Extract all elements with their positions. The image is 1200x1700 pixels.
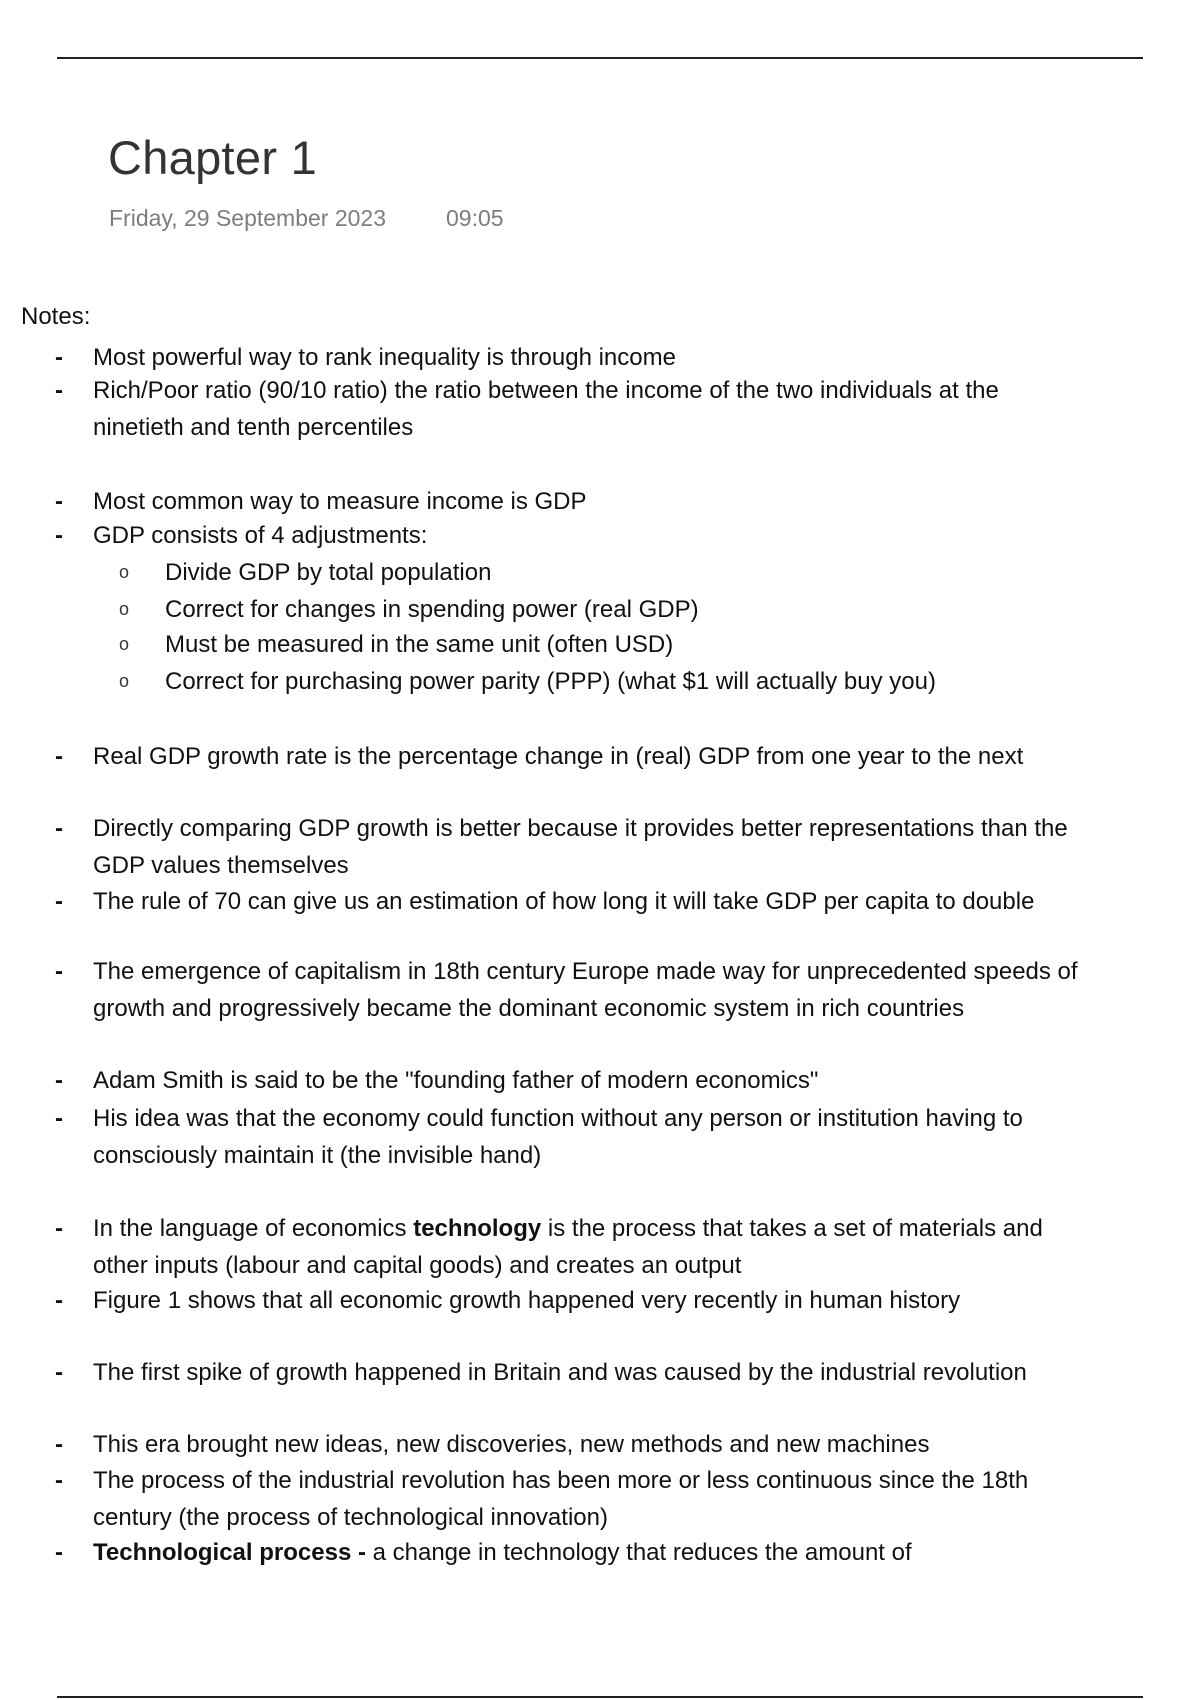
technology-post: is the process that takes a set of materials and other inputs (labour and capital goods) and creates an output — [93, 1215, 1043, 1279]
sub-list-item: o Correct for changes in spending power (real GDP) — [165, 592, 1065, 629]
list-item-technological-process — [93, 1535, 1093, 1572]
list-item: - His idea was that the economy could function without any person or institution having to consciously maintain it (the invisible hand) — [93, 1101, 1093, 1174]
list-item: - The first spike of growth happened in Britain and was caused by the industrial revolution — [93, 1355, 1093, 1392]
list-item: - The process of the industrial revolution has been more or less continuous since the 18th century (the process of technological innovation) — [93, 1463, 1093, 1536]
list-item: - Most common way to measure income is GDP — [93, 484, 1093, 521]
top-divider — [57, 57, 1143, 59]
notes-label: Notes: — [21, 303, 91, 330]
sub-list-item: o Must be measured in the same unit (often USD) — [165, 627, 1065, 664]
page-title: Chapter 1 — [108, 131, 318, 184]
list-item: - The emergence of capitalism in 18th century Europe made way for unprecedented speeds of growth and progressively became the dominant economic system in rich countries — [93, 954, 1093, 1027]
sub-list-item: o Divide GDP by total population — [165, 555, 1065, 592]
technological-process-term: Technological process - — [93, 1539, 366, 1566]
list-item: - Figure 1 shows that all economic growth happened very recently in human history — [93, 1283, 1093, 1320]
list-item: - This era brought new ideas, new discoveries, new methods and new machines — [93, 1427, 1093, 1464]
list-item-technology — [93, 1211, 1093, 1284]
list-item: - Directly comparing GDP growth is better because it provides better representations than the GDP values themselves — [93, 811, 1093, 884]
list-item: - Real GDP growth rate is the percentage change in (real) GDP from one year to the next — [93, 739, 1093, 776]
list-item: - Rich/Poor ratio (90/10 ratio) the ratio between the income of the two individuals at the ninetieth and tenth percentiles — [93, 373, 1093, 446]
cut-off-text-fragment — [93, 1582, 593, 1590]
list-item: - The rule of 70 can give us an estimation of how long it will take GDP per capita to double — [93, 884, 1093, 921]
technology-pre: In the language of economics — [93, 1215, 414, 1242]
list-item: - Adam Smith is said to be the "founding father of modern economics" — [93, 1063, 1093, 1100]
sub-list-item: o Correct for purchasing power parity (PPP) (what $1 will actually buy you) — [165, 664, 1065, 701]
technological-process-post: a change in technology that reduces the amount of — [365, 1539, 912, 1566]
page-time: 09:05 — [446, 205, 504, 231]
page-date: Friday, 29 September 2023 — [109, 205, 387, 231]
page-timestamp — [109, 207, 504, 230]
list-item: - GDP consists of 4 adjustments: — [93, 518, 1093, 555]
bottom-divider — [57, 1696, 1143, 1698]
technology-term: technology — [413, 1215, 542, 1242]
list-item: - Most powerful way to rank inequality is through income — [93, 340, 1093, 377]
